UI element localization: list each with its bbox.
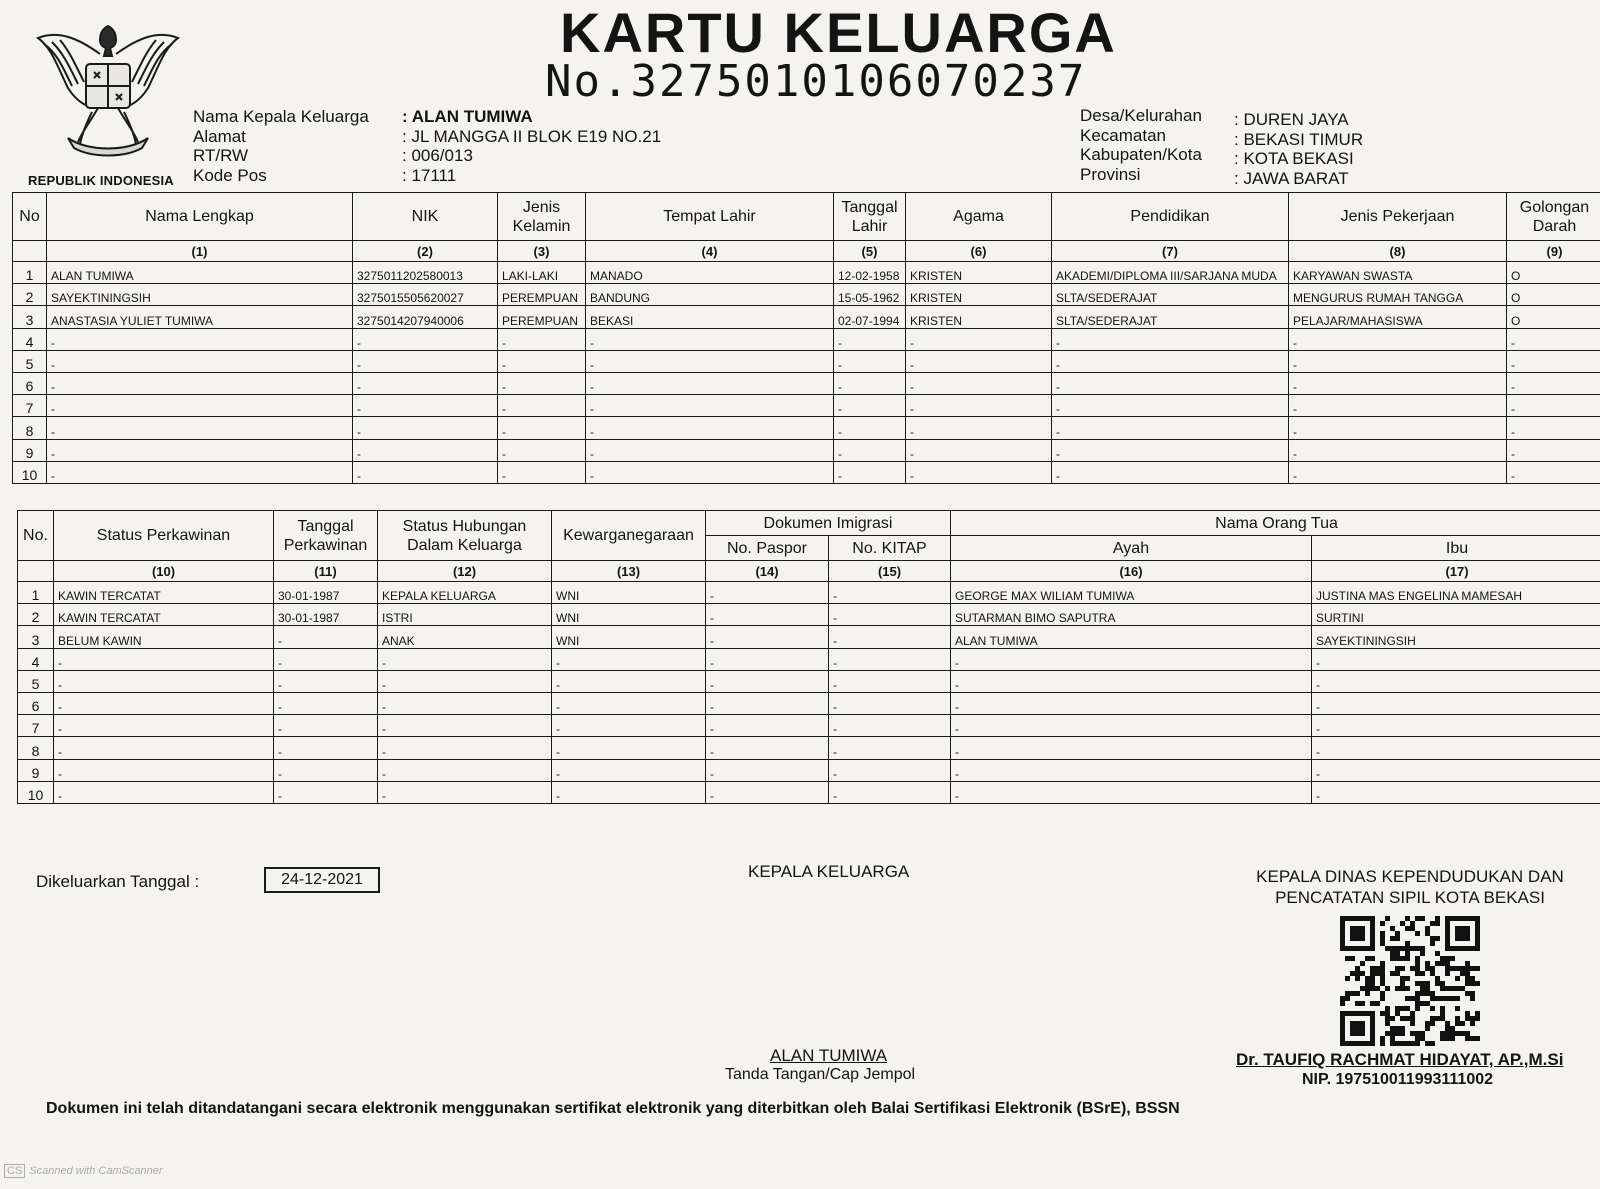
table-row xyxy=(18,604,1600,626)
gender-cell: - xyxy=(498,350,586,372)
religion-cell: - xyxy=(906,439,1052,461)
kitap-cell: - xyxy=(829,670,951,692)
blood-type-cell: - xyxy=(1507,350,1600,372)
district-value: : BEKASI TIMUR xyxy=(1234,129,1364,149)
official-name: Dr. TAUFIQ RACHMAT HIDAYAT, AP.,M.Si xyxy=(1236,1050,1564,1069)
full-name-cell: - xyxy=(47,372,353,394)
electronic-signature-disclaimer: Dokumen ini telah ditandatangani secara elektronik menggunakan sertifikat elektronik yang diterbitkan oleh Balai Sertifikasi Elektronik (BSrE), BSSN xyxy=(46,1100,1180,1117)
kitap-cell: - xyxy=(829,781,951,803)
citizenship-cell: - xyxy=(552,715,706,737)
kitap-cell: - xyxy=(829,626,951,648)
education-cell: - xyxy=(1052,328,1289,350)
blood-type-cell: - xyxy=(1507,461,1600,483)
row-number-cell: 6 xyxy=(13,372,47,394)
kitap-cell: - xyxy=(829,692,951,714)
col-number: (14) xyxy=(706,561,829,582)
col-header: Tanggal Perkawinan xyxy=(274,511,378,561)
official-title-line: PENCATATAN SIPIL KOTA BEKASI xyxy=(1275,888,1545,907)
col-header: Tempat Lahir xyxy=(586,193,834,241)
col-header: Nama Orang Tua xyxy=(951,511,1600,536)
table-row xyxy=(13,439,1600,461)
mother-cell: - xyxy=(1312,670,1600,692)
religion-cell: - xyxy=(906,395,1052,417)
father-cell: ALAN TUMIWA xyxy=(951,626,1312,648)
table-row xyxy=(18,759,1600,781)
birthdate-cell: - xyxy=(834,461,906,483)
row-number-cell: 6 xyxy=(18,692,54,714)
head-of-family-signature-title: KEPALA KELUARGA xyxy=(748,862,910,881)
father-cell: - xyxy=(951,648,1312,670)
col-header: Jenis Pekerjaan xyxy=(1289,193,1507,241)
header-right-values xyxy=(1234,110,1363,188)
row-number-cell: 3 xyxy=(18,626,54,648)
passport-cell: - xyxy=(706,604,829,626)
passport-cell: - xyxy=(706,759,829,781)
mother-cell: - xyxy=(1312,781,1600,803)
passport-cell: - xyxy=(706,626,829,648)
relationship-cell: - xyxy=(378,692,552,714)
gender-cell: - xyxy=(498,372,586,394)
qr-code-icon xyxy=(1340,915,1480,1047)
scanner-watermark-text: Scanned with CamScanner xyxy=(29,1165,163,1177)
col-header: Nama Lengkap xyxy=(47,193,353,241)
full-name-cell: ALAN TUMIWA xyxy=(47,262,353,284)
marital-status-cell: BELUM KAWIN xyxy=(54,626,274,648)
relationship-cell: KEPALA KELUARGA xyxy=(378,582,552,604)
gender-cell: - xyxy=(498,395,586,417)
citizenship-cell: WNI xyxy=(552,626,706,648)
issued-date-value: 24-12-2021 xyxy=(264,867,380,893)
education-cell: - xyxy=(1052,417,1289,439)
col-header: Ibu xyxy=(1312,536,1600,561)
nik-cell: - xyxy=(353,372,498,394)
col-number: (15) xyxy=(829,561,951,582)
mother-cell: JUSTINA MAS ENGELINA MAMESAH xyxy=(1312,582,1600,604)
emblem-label: REPUBLIK INDONESIA xyxy=(28,173,174,188)
passport-cell: - xyxy=(706,648,829,670)
col-header: No. xyxy=(18,511,54,561)
row-number-cell: 2 xyxy=(18,604,54,626)
table-row xyxy=(13,328,1600,350)
birthdate-cell: 15-05-1962 xyxy=(834,284,906,306)
nik-cell: - xyxy=(353,417,498,439)
scanner-watermark xyxy=(4,1164,163,1178)
passport-cell: - xyxy=(706,781,829,803)
marriage-date-cell: - xyxy=(274,626,378,648)
province-value: : JAWA BARAT xyxy=(1234,168,1349,188)
citizenship-cell: - xyxy=(552,781,706,803)
occupation-cell: PELAJAR/MAHASISWA xyxy=(1289,306,1507,328)
kitap-cell: - xyxy=(829,582,951,604)
official-nip: NIP. 197510011993111002 xyxy=(1302,1071,1494,1088)
row-number-cell: 5 xyxy=(13,350,47,372)
father-cell: - xyxy=(951,670,1312,692)
head-of-family-value: : ALAN TUMIWA xyxy=(402,107,533,126)
document-title: KARTU KELUARGA xyxy=(560,1,1117,64)
birthplace-cell: - xyxy=(586,461,834,483)
family-status-table xyxy=(17,510,1600,804)
blood-type-cell: - xyxy=(1507,395,1600,417)
row-number-cell: 8 xyxy=(18,737,54,759)
occupation-cell: - xyxy=(1289,350,1507,372)
citizenship-cell: WNI xyxy=(552,604,706,626)
education-cell: - xyxy=(1052,350,1289,372)
col-header: Status Perkawinan xyxy=(54,511,274,561)
col-number: (9) xyxy=(1507,241,1600,262)
row-number-cell: 7 xyxy=(13,395,47,417)
marital-status-cell: - xyxy=(54,648,274,670)
birthplace-cell: MANADO xyxy=(586,262,834,284)
kitap-cell: - xyxy=(829,737,951,759)
religion-cell: KRISTEN xyxy=(906,306,1052,328)
col-number: (16) xyxy=(951,561,1312,582)
col-header: Golongan Darah xyxy=(1507,193,1600,241)
birthdate-cell: 12-02-1958 xyxy=(834,262,906,284)
row-number-cell: 9 xyxy=(18,759,54,781)
row-number-cell: 4 xyxy=(18,648,54,670)
relationship-cell: - xyxy=(378,737,552,759)
row-number-cell: 9 xyxy=(13,439,47,461)
header-right-labels xyxy=(1080,106,1202,184)
relationship-cell: ISTRI xyxy=(378,604,552,626)
passport-cell: - xyxy=(706,737,829,759)
row-number-cell: 5 xyxy=(18,670,54,692)
nik-cell: - xyxy=(353,461,498,483)
table-row xyxy=(18,715,1600,737)
table-row xyxy=(13,262,1600,284)
table-row xyxy=(13,417,1600,439)
citizenship-cell: WNI xyxy=(552,582,706,604)
kitap-cell: - xyxy=(829,604,951,626)
marriage-date-cell: - xyxy=(274,737,378,759)
col-header: No. Paspor xyxy=(706,536,829,561)
nik-cell: 3275015505620027 xyxy=(353,284,498,306)
row-number-cell: 10 xyxy=(13,461,47,483)
official-title xyxy=(1245,866,1575,908)
garuda-emblem xyxy=(28,8,188,188)
kitap-cell: - xyxy=(829,759,951,781)
education-cell: - xyxy=(1052,461,1289,483)
col-header: Agama xyxy=(906,193,1052,241)
col-number: (17) xyxy=(1312,561,1600,582)
address-value: : JL MANGGA II BLOK E19 NO.21 xyxy=(402,126,662,146)
birthplace-cell: - xyxy=(586,395,834,417)
marital-status-cell: - xyxy=(54,781,274,803)
marital-status-cell: - xyxy=(54,670,274,692)
occupation-cell: - xyxy=(1289,417,1507,439)
family-card-number: No.3275010106070237 xyxy=(545,56,1087,107)
gender-cell: LAKI-LAKI xyxy=(498,262,586,284)
marital-status-cell: - xyxy=(54,715,274,737)
birthdate-cell: - xyxy=(834,417,906,439)
table-row xyxy=(13,461,1600,483)
mother-cell: - xyxy=(1312,715,1600,737)
table-row xyxy=(18,737,1600,759)
father-cell: - xyxy=(951,781,1312,803)
table-row xyxy=(13,350,1600,372)
father-cell: - xyxy=(951,692,1312,714)
full-name-cell: - xyxy=(47,461,353,483)
full-name-cell: SAYEKTININGSIH xyxy=(47,284,353,306)
education-cell: AKADEMI/DIPLOMA III/SARJANA MUDA xyxy=(1052,262,1289,284)
head-of-family-signature-name: ALAN TUMIWA xyxy=(770,1046,888,1065)
blood-type-cell: O xyxy=(1507,284,1600,306)
blood-type-cell: - xyxy=(1507,328,1600,350)
table-row xyxy=(18,648,1600,670)
header-label: Kode Pos xyxy=(193,165,267,185)
birthdate-cell: - xyxy=(834,372,906,394)
col-number: (5) xyxy=(834,241,906,262)
signature-caption: Tanda Tangan/Cap Jempol xyxy=(725,1066,916,1083)
issued-date-label: Dikeluarkan Tanggal : xyxy=(36,872,200,891)
col-header: Pendidikan xyxy=(1052,193,1289,241)
occupation-cell: - xyxy=(1289,461,1507,483)
passport-cell: - xyxy=(706,692,829,714)
birthplace-cell: - xyxy=(586,328,834,350)
marital-status-cell: - xyxy=(54,692,274,714)
passport-cell: - xyxy=(706,582,829,604)
occupation-cell: - xyxy=(1289,439,1507,461)
marriage-date-cell: - xyxy=(274,759,378,781)
blood-type-cell: - xyxy=(1507,417,1600,439)
birthplace-cell: BEKASI xyxy=(586,306,834,328)
education-cell: - xyxy=(1052,395,1289,417)
col-header: No. KITAP xyxy=(829,536,951,561)
nik-cell: - xyxy=(353,328,498,350)
gender-cell: - xyxy=(498,439,586,461)
col-number: (2) xyxy=(353,241,498,262)
col-number: (7) xyxy=(1052,241,1289,262)
mother-cell: SAYEKTININGSIH xyxy=(1312,626,1600,648)
row-number-cell: 10 xyxy=(18,781,54,803)
birthdate-cell: - xyxy=(834,395,906,417)
col-header: No xyxy=(13,193,47,241)
col-header: Jenis Kelamin xyxy=(498,193,586,241)
occupation-cell: KARYAWAN SWASTA xyxy=(1289,262,1507,284)
gender-cell: - xyxy=(498,328,586,350)
marriage-date-cell: - xyxy=(274,648,378,670)
postal-code-value: : 17111 xyxy=(402,165,457,185)
nik-cell: 3275014207940006 xyxy=(353,306,498,328)
table-row xyxy=(13,306,1600,328)
religion-cell: - xyxy=(906,461,1052,483)
row-number-cell: 1 xyxy=(18,582,54,604)
religion-cell: - xyxy=(906,350,1052,372)
header-label: Kecamatan xyxy=(1080,125,1166,145)
col-number xyxy=(13,241,47,262)
marriage-date-cell: 30-01-1987 xyxy=(274,582,378,604)
full-name-cell: - xyxy=(47,395,353,417)
marital-status-cell: KAWIN TERCATAT xyxy=(54,582,274,604)
marital-status-cell: KAWIN TERCATAT xyxy=(54,604,274,626)
birthplace-cell: - xyxy=(586,439,834,461)
table-row xyxy=(18,670,1600,692)
col-number: (4) xyxy=(586,241,834,262)
education-cell: - xyxy=(1052,372,1289,394)
col-header: Kewarganegaraan xyxy=(552,511,706,561)
marriage-date-cell: 30-01-1987 xyxy=(274,604,378,626)
table-row xyxy=(18,692,1600,714)
family-members-table xyxy=(12,192,1600,484)
religion-cell: KRISTEN xyxy=(906,262,1052,284)
row-number-cell: 8 xyxy=(13,417,47,439)
marriage-date-cell: - xyxy=(274,692,378,714)
col-number xyxy=(18,561,54,582)
mother-cell: - xyxy=(1312,692,1600,714)
full-name-cell: ANASTASIA YULIET TUMIWA xyxy=(47,306,353,328)
table-row xyxy=(13,372,1600,394)
row-number-cell: 1 xyxy=(13,262,47,284)
city-value: : KOTA BEKASI xyxy=(1234,149,1354,168)
table-row xyxy=(13,395,1600,417)
row-number-cell: 7 xyxy=(18,715,54,737)
header-left-values xyxy=(402,107,661,185)
religion-cell: KRISTEN xyxy=(906,284,1052,306)
rt-rw-value: : 006/013 xyxy=(402,146,473,165)
birthdate-cell: - xyxy=(834,328,906,350)
relationship-cell: ANAK xyxy=(378,626,552,648)
header-label: Nama Kepala Keluarga xyxy=(193,107,369,126)
col-number: (3) xyxy=(498,241,586,262)
citizenship-cell: - xyxy=(552,759,706,781)
official-title-line: KEPALA DINAS KEPENDUDUKAN DAN xyxy=(1256,867,1564,886)
citizenship-cell: - xyxy=(552,648,706,670)
relationship-cell: - xyxy=(378,759,552,781)
father-cell: - xyxy=(951,715,1312,737)
nik-cell: - xyxy=(353,350,498,372)
header-left-labels xyxy=(193,107,369,185)
table-row xyxy=(18,781,1600,803)
header-label: Desa/Kelurahan xyxy=(1080,106,1202,125)
nik-cell: 3275011202580013 xyxy=(353,262,498,284)
father-cell: GEORGE MAX WILIAM TUMIWA xyxy=(951,582,1312,604)
birthplace-cell: - xyxy=(586,350,834,372)
col-header: NIK xyxy=(353,193,498,241)
education-cell: SLTA/SEDERAJAT xyxy=(1052,306,1289,328)
garuda-emblem-icon xyxy=(28,8,188,168)
citizenship-cell: - xyxy=(552,692,706,714)
col-header: Ayah xyxy=(951,536,1312,561)
religion-cell: - xyxy=(906,417,1052,439)
table-row xyxy=(18,582,1600,604)
gender-cell: PEREMPUAN xyxy=(498,284,586,306)
mother-cell: - xyxy=(1312,737,1600,759)
col-number: (12) xyxy=(378,561,552,582)
occupation-cell: - xyxy=(1289,328,1507,350)
col-header: Tanggal Lahir xyxy=(834,193,906,241)
table-row xyxy=(18,626,1600,648)
education-cell: SLTA/SEDERAJAT xyxy=(1052,284,1289,306)
relationship-cell: - xyxy=(378,781,552,803)
birthplace-cell: - xyxy=(586,372,834,394)
marriage-date-cell: - xyxy=(274,715,378,737)
row-number-cell: 4 xyxy=(13,328,47,350)
village-value: : DUREN JAYA xyxy=(1234,110,1349,129)
citizenship-cell: - xyxy=(552,737,706,759)
nik-cell: - xyxy=(353,439,498,461)
scanner-logo-icon: CS xyxy=(4,1164,25,1178)
marriage-date-cell: - xyxy=(274,670,378,692)
blood-type-cell: O xyxy=(1507,306,1600,328)
nik-cell: - xyxy=(353,395,498,417)
col-number: (10) xyxy=(54,561,274,582)
header-label: Kabupaten/Kota xyxy=(1080,145,1202,164)
marital-status-cell: - xyxy=(54,759,274,781)
header-label: RT/RW xyxy=(193,146,249,165)
header-label: Provinsi xyxy=(1080,164,1141,184)
mother-cell: SURTINI xyxy=(1312,604,1600,626)
col-number: (6) xyxy=(906,241,1052,262)
birthdate-cell: 02-07-1994 xyxy=(834,306,906,328)
marital-status-cell: - xyxy=(54,737,274,759)
father-cell: - xyxy=(951,737,1312,759)
kitap-cell: - xyxy=(829,715,951,737)
full-name-cell: - xyxy=(47,328,353,350)
birthplace-cell: - xyxy=(586,417,834,439)
relationship-cell: - xyxy=(378,670,552,692)
passport-cell: - xyxy=(706,670,829,692)
col-header: Dokumen Imigrasi xyxy=(706,511,951,536)
gender-cell: - xyxy=(498,417,586,439)
blood-type-cell: O xyxy=(1507,262,1600,284)
table-row xyxy=(13,284,1600,306)
row-number-cell: 2 xyxy=(13,284,47,306)
father-cell: - xyxy=(951,759,1312,781)
birthdate-cell: - xyxy=(834,439,906,461)
birthdate-cell: - xyxy=(834,350,906,372)
row-number-cell: 3 xyxy=(13,306,47,328)
blood-type-cell: - xyxy=(1507,439,1600,461)
religion-cell: - xyxy=(906,328,1052,350)
col-number: (13) xyxy=(552,561,706,582)
blood-type-cell: - xyxy=(1507,372,1600,394)
passport-cell: - xyxy=(706,715,829,737)
mother-cell: - xyxy=(1312,648,1600,670)
relationship-cell: - xyxy=(378,648,552,670)
father-cell: SUTARMAN BIMO SAPUTRA xyxy=(951,604,1312,626)
col-number: (11) xyxy=(274,561,378,582)
citizenship-cell: - xyxy=(552,670,706,692)
occupation-cell: - xyxy=(1289,395,1507,417)
occupation-cell: - xyxy=(1289,372,1507,394)
full-name-cell: - xyxy=(47,350,353,372)
birthplace-cell: BANDUNG xyxy=(586,284,834,306)
marriage-date-cell: - xyxy=(274,781,378,803)
relationship-cell: - xyxy=(378,715,552,737)
full-name-cell: - xyxy=(47,439,353,461)
religion-cell: - xyxy=(906,372,1052,394)
kitap-cell: - xyxy=(829,648,951,670)
occupation-cell: MENGURUS RUMAH TANGGA xyxy=(1289,284,1507,306)
col-number: (1) xyxy=(47,241,353,262)
full-name-cell: - xyxy=(47,417,353,439)
mother-cell: - xyxy=(1312,759,1600,781)
gender-cell: - xyxy=(498,461,586,483)
education-cell: - xyxy=(1052,439,1289,461)
col-header: Status Hubungan Dalam Keluarga xyxy=(378,511,552,561)
gender-cell: PEREMPUAN xyxy=(498,306,586,328)
col-number: (8) xyxy=(1289,241,1507,262)
header-label: Alamat xyxy=(193,126,246,146)
